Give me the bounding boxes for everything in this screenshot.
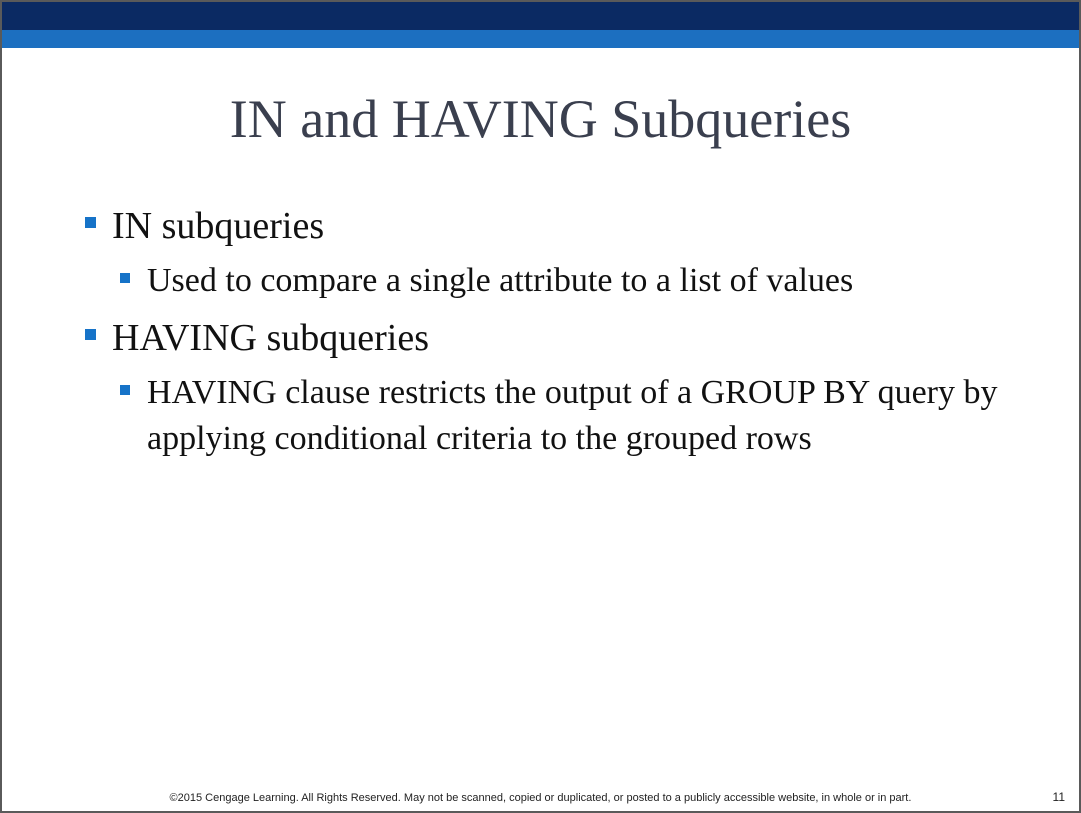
bullet-text: IN subqueries <box>112 205 325 247</box>
square-bullet-icon <box>85 329 96 340</box>
bullet-list <box>82 202 1002 472</box>
header-band-light <box>2 30 1079 48</box>
sub-bullet-text: Used to compare a single attribute to a list of values <box>147 262 854 299</box>
sub-bullet-text: HAVING clause restricts the output of a GROUP BY query by applying conditional criteria to the grouped rows <box>147 374 998 457</box>
sub-bullet-item <box>118 370 1002 462</box>
square-bullet-icon <box>120 273 130 283</box>
copyright-footer: ©2015 Cengage Learning. All Rights Reserved. May not be scanned, copied or duplicated, or posted to a publicly accessible website, in whole or in part. <box>169 792 912 804</box>
slide-title: IN and HAVING Subqueries <box>229 89 852 149</box>
square-bullet-icon <box>120 385 130 395</box>
bullet-item <box>82 202 1002 250</box>
bullet-item <box>82 314 1002 362</box>
sub-bullet-item <box>118 258 1002 304</box>
header-band-dark <box>2 2 1079 30</box>
bullet-text: HAVING subqueries <box>112 317 429 359</box>
square-bullet-icon <box>85 217 96 228</box>
page-number: 11 <box>1052 790 1065 804</box>
